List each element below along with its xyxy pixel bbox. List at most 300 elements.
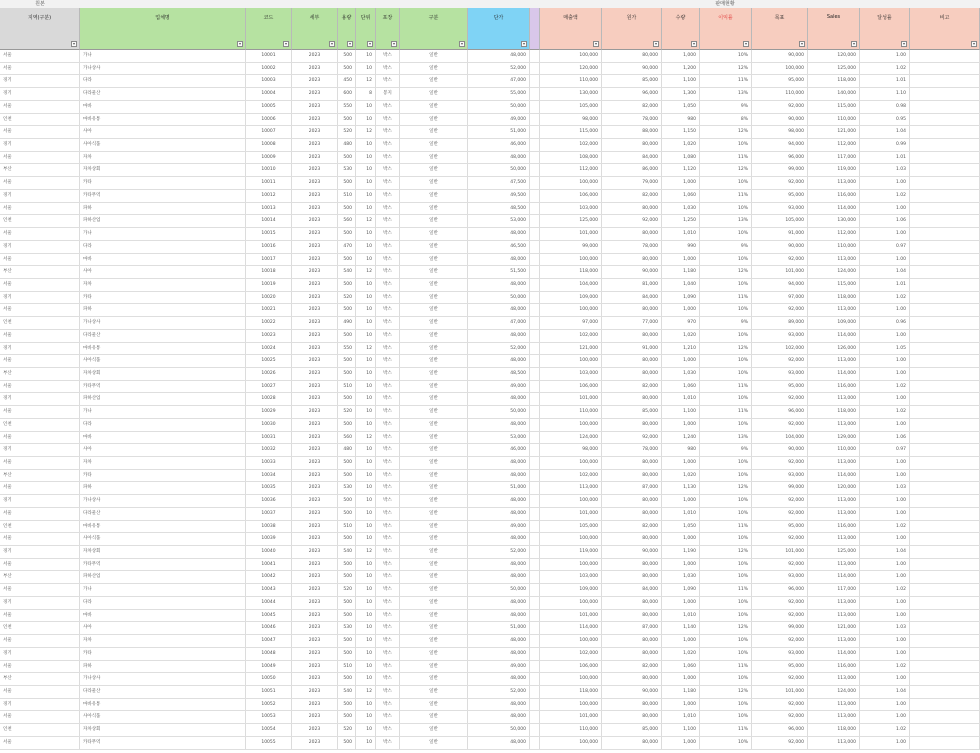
table-cell[interactable] bbox=[910, 584, 980, 596]
table-cell[interactable]: 98,000 bbox=[752, 126, 808, 138]
table-cell[interactable]: 1,200 bbox=[662, 63, 700, 75]
table-cell[interactable]: 114,000 bbox=[808, 330, 860, 342]
table-cell[interactable] bbox=[910, 444, 980, 456]
table-cell[interactable]: 박스 bbox=[376, 190, 400, 202]
table-cell[interactable]: 서울 bbox=[0, 610, 80, 622]
table-cell[interactable]: 550 bbox=[338, 101, 356, 113]
table-cell[interactable]: 10051 bbox=[246, 686, 292, 698]
table-cell[interactable]: 2023 bbox=[292, 355, 338, 367]
table-cell[interactable]: 80,000 bbox=[602, 711, 662, 723]
table-cell[interactable]: 1.01 bbox=[860, 75, 910, 87]
table-cell[interactable]: 113,000 bbox=[808, 355, 860, 367]
table-cell[interactable]: 50,000 bbox=[468, 584, 530, 596]
table-cell[interactable]: 114,000 bbox=[808, 203, 860, 215]
table-cell[interactable]: 52,000 bbox=[468, 63, 530, 75]
table-cell[interactable]: 101,000 bbox=[752, 546, 808, 558]
table-cell[interactable]: 118,000 bbox=[808, 75, 860, 87]
table-cell[interactable]: 11% bbox=[700, 584, 752, 596]
table-cell[interactable]: 100,000 bbox=[540, 597, 602, 609]
table-cell[interactable]: 10% bbox=[700, 139, 752, 151]
table-cell[interactable]: 92,000 bbox=[752, 304, 808, 316]
table-cell[interactable]: 0.97 bbox=[860, 444, 910, 456]
table-cell[interactable]: 1.03 bbox=[860, 164, 910, 176]
table-cell[interactable]: 일반 bbox=[400, 177, 468, 189]
table-cell[interactable] bbox=[530, 254, 540, 266]
table-cell[interactable]: 520 bbox=[338, 724, 356, 736]
table-cell[interactable]: 경기 bbox=[0, 139, 80, 151]
table-cell[interactable]: 500 bbox=[338, 50, 356, 62]
table-cell[interactable]: 117,000 bbox=[808, 584, 860, 596]
table-cell[interactable] bbox=[910, 406, 980, 418]
table-cell[interactable]: 50,000 bbox=[468, 292, 530, 304]
table-cell[interactable]: 510 bbox=[338, 381, 356, 393]
table-cell[interactable]: 1,060 bbox=[662, 661, 700, 673]
table-cell[interactable]: 10017 bbox=[246, 254, 292, 266]
table-cell[interactable]: 1,100 bbox=[662, 724, 700, 736]
table-cell[interactable]: 48,000 bbox=[468, 610, 530, 622]
table-cell[interactable]: 박스 bbox=[376, 164, 400, 176]
table-cell[interactable]: 51,500 bbox=[468, 266, 530, 278]
table-cell[interactable]: 500 bbox=[338, 673, 356, 685]
table-cell[interactable] bbox=[910, 203, 980, 215]
table-cell[interactable]: 10% bbox=[700, 737, 752, 749]
table-cell[interactable] bbox=[530, 50, 540, 62]
table-cell[interactable]: 마바유통 bbox=[80, 699, 246, 711]
table-cell[interactable]: 124,000 bbox=[540, 432, 602, 444]
column-header[interactable] bbox=[0, 8, 80, 50]
table-cell[interactable]: 560 bbox=[338, 215, 356, 227]
table-cell[interactable]: 48,500 bbox=[468, 203, 530, 215]
table-cell[interactable]: 10 bbox=[356, 50, 376, 62]
table-cell[interactable]: 박스 bbox=[376, 177, 400, 189]
table-cell[interactable]: 48,000 bbox=[468, 457, 530, 469]
table-cell[interactable]: 2023 bbox=[292, 508, 338, 520]
table-cell[interactable]: 10 bbox=[356, 101, 376, 113]
table-cell[interactable]: 85,000 bbox=[602, 724, 662, 736]
table-cell[interactable]: 2023 bbox=[292, 63, 338, 75]
table-cell[interactable]: 52,000 bbox=[468, 546, 530, 558]
table-cell[interactable]: 48,000 bbox=[468, 330, 530, 342]
table-cell[interactable]: 2023 bbox=[292, 533, 338, 545]
table-cell[interactable]: 10008 bbox=[246, 139, 292, 151]
table-cell[interactable]: 박스 bbox=[376, 152, 400, 164]
table-cell[interactable]: 9% bbox=[700, 317, 752, 329]
filter-dropdown-icon[interactable] bbox=[593, 41, 599, 47]
table-cell[interactable]: 1,040 bbox=[662, 279, 700, 291]
table-cell[interactable]: 서울 bbox=[0, 737, 80, 749]
table-cell[interactable]: 2023 bbox=[292, 177, 338, 189]
table-cell[interactable]: 92,000 bbox=[752, 635, 808, 647]
table-cell[interactable]: 일반 bbox=[400, 381, 468, 393]
table-cell[interactable] bbox=[910, 139, 980, 151]
table-cell[interactable]: 2023 bbox=[292, 152, 338, 164]
table-cell[interactable]: 500 bbox=[338, 330, 356, 342]
table-cell[interactable]: 다라 bbox=[80, 241, 246, 253]
table-cell[interactable]: 80,000 bbox=[602, 699, 662, 711]
table-cell[interactable]: 2023 bbox=[292, 470, 338, 482]
table-cell[interactable] bbox=[530, 177, 540, 189]
table-cell[interactable]: 1,010 bbox=[662, 711, 700, 723]
table-cell[interactable]: 93,000 bbox=[752, 203, 808, 215]
table-cell[interactable]: 봉지 bbox=[376, 88, 400, 100]
table-cell[interactable]: 10% bbox=[700, 457, 752, 469]
table-cell[interactable]: 92,000 bbox=[752, 673, 808, 685]
table-cell[interactable] bbox=[530, 164, 540, 176]
table-cell[interactable]: 인천 bbox=[0, 622, 80, 634]
table-cell[interactable]: 450 bbox=[338, 75, 356, 87]
table-cell[interactable]: 경기 bbox=[0, 75, 80, 87]
table-cell[interactable]: 일반 bbox=[400, 419, 468, 431]
table-cell[interactable]: 경기 bbox=[0, 393, 80, 405]
table-cell[interactable]: 박스 bbox=[376, 419, 400, 431]
table-cell[interactable]: 13% bbox=[700, 88, 752, 100]
table-cell[interactable]: 114,000 bbox=[808, 368, 860, 380]
filter-dropdown-icon[interactable] bbox=[799, 41, 805, 47]
table-cell[interactable]: 1,000 bbox=[662, 355, 700, 367]
table-cell[interactable]: 95,000 bbox=[752, 190, 808, 202]
table-cell[interactable] bbox=[910, 177, 980, 189]
table-cell[interactable]: 90,000 bbox=[602, 546, 662, 558]
table-cell[interactable]: 106,000 bbox=[540, 381, 602, 393]
table-cell[interactable] bbox=[530, 368, 540, 380]
table-cell[interactable]: 500 bbox=[338, 571, 356, 583]
table-cell[interactable] bbox=[910, 610, 980, 622]
table-cell[interactable]: 1,020 bbox=[662, 470, 700, 482]
table-cell[interactable]: 파하 bbox=[80, 482, 246, 494]
table-cell[interactable]: 박스 bbox=[376, 724, 400, 736]
table-cell[interactable]: 103,000 bbox=[540, 368, 602, 380]
table-cell[interactable]: 12% bbox=[700, 546, 752, 558]
table-cell[interactable]: 2023 bbox=[292, 164, 338, 176]
table-cell[interactable]: 51,000 bbox=[468, 126, 530, 138]
table-cell[interactable]: 일반 bbox=[400, 444, 468, 456]
table-cell[interactable]: 48,000 bbox=[468, 673, 530, 685]
table-cell[interactable]: 94,000 bbox=[752, 279, 808, 291]
table-cell[interactable]: 470 bbox=[338, 241, 356, 253]
table-cell[interactable]: 부산 bbox=[0, 368, 80, 380]
table-cell[interactable]: 12 bbox=[356, 215, 376, 227]
table-cell[interactable]: 2023 bbox=[292, 254, 338, 266]
filter-dropdown-icon[interactable] bbox=[391, 41, 397, 47]
table-cell[interactable]: 100,000 bbox=[540, 304, 602, 316]
table-cell[interactable]: 10 bbox=[356, 673, 376, 685]
table-cell[interactable]: 48,000 bbox=[468, 699, 530, 711]
table-cell[interactable]: 80,000 bbox=[602, 648, 662, 660]
table-cell[interactable]: 서울 bbox=[0, 355, 80, 367]
table-cell[interactable]: 박스 bbox=[376, 330, 400, 342]
table-cell[interactable]: 자차상회 bbox=[80, 368, 246, 380]
table-cell[interactable]: 1,000 bbox=[662, 254, 700, 266]
table-cell[interactable]: 박스 bbox=[376, 139, 400, 151]
table-cell[interactable]: 500 bbox=[338, 419, 356, 431]
table-cell[interactable]: 113,000 bbox=[808, 559, 860, 571]
table-cell[interactable]: 101,000 bbox=[752, 266, 808, 278]
table-cell[interactable]: 사아식품 bbox=[80, 711, 246, 723]
table-cell[interactable]: 500 bbox=[338, 559, 356, 571]
table-cell[interactable]: 48,000 bbox=[468, 737, 530, 749]
column-header[interactable] bbox=[910, 8, 980, 50]
table-cell[interactable]: 1.00 bbox=[860, 533, 910, 545]
table-cell[interactable]: 110,000 bbox=[752, 88, 808, 100]
table-cell[interactable]: 118,000 bbox=[808, 724, 860, 736]
table-cell[interactable]: 92,000 bbox=[752, 457, 808, 469]
table-cell[interactable]: 10041 bbox=[246, 559, 292, 571]
table-cell[interactable]: 카타 bbox=[80, 177, 246, 189]
table-cell[interactable]: 일반 bbox=[400, 737, 468, 749]
table-cell[interactable]: 10% bbox=[700, 673, 752, 685]
table-cell[interactable]: 2023 bbox=[292, 597, 338, 609]
table-cell[interactable] bbox=[910, 457, 980, 469]
table-cell[interactable] bbox=[530, 648, 540, 660]
table-cell[interactable]: 10027 bbox=[246, 381, 292, 393]
table-cell[interactable]: 500 bbox=[338, 711, 356, 723]
table-cell[interactable]: 박스 bbox=[376, 533, 400, 545]
table-cell[interactable]: 10021 bbox=[246, 304, 292, 316]
table-cell[interactable] bbox=[530, 470, 540, 482]
table-cell[interactable]: 100,000 bbox=[540, 177, 602, 189]
table-cell[interactable]: 13% bbox=[700, 432, 752, 444]
table-cell[interactable]: 0.96 bbox=[860, 317, 910, 329]
table-cell[interactable]: 48,000 bbox=[468, 393, 530, 405]
table-cell[interactable]: 10010 bbox=[246, 164, 292, 176]
table-cell[interactable]: 10012 bbox=[246, 190, 292, 202]
table-cell[interactable]: 1.02 bbox=[860, 661, 910, 673]
table-cell[interactable]: 92,000 bbox=[752, 533, 808, 545]
table-cell[interactable]: 92,000 bbox=[752, 559, 808, 571]
table-cell[interactable]: 인천 bbox=[0, 724, 80, 736]
table-cell[interactable]: 13% bbox=[700, 215, 752, 227]
table-cell[interactable]: 10% bbox=[700, 304, 752, 316]
table-cell[interactable]: 일반 bbox=[400, 63, 468, 75]
table-cell[interactable]: 540 bbox=[338, 266, 356, 278]
table-cell[interactable]: 서울 bbox=[0, 228, 80, 240]
table-cell[interactable]: 82,000 bbox=[602, 190, 662, 202]
table-cell[interactable]: 94,000 bbox=[752, 139, 808, 151]
filter-dropdown-icon[interactable] bbox=[901, 41, 907, 47]
table-cell[interactable]: 10% bbox=[700, 228, 752, 240]
table-cell[interactable] bbox=[910, 470, 980, 482]
table-cell[interactable]: 다라물산 bbox=[80, 88, 246, 100]
table-cell[interactable]: 100,000 bbox=[540, 635, 602, 647]
table-cell[interactable]: 0.95 bbox=[860, 114, 910, 126]
table-cell[interactable]: 2023 bbox=[292, 673, 338, 685]
table-cell[interactable]: 85,000 bbox=[602, 75, 662, 87]
table-cell[interactable]: 11% bbox=[700, 521, 752, 533]
table-cell[interactable]: 10 bbox=[356, 254, 376, 266]
table-cell[interactable]: 자차상회 bbox=[80, 164, 246, 176]
table-cell[interactable]: 50,000 bbox=[468, 406, 530, 418]
table-cell[interactable]: 10 bbox=[356, 304, 376, 316]
table-cell[interactable]: 경기 bbox=[0, 292, 80, 304]
table-cell[interactable]: 일반 bbox=[400, 457, 468, 469]
table-cell[interactable]: 100,000 bbox=[540, 533, 602, 545]
table-cell[interactable]: 82,000 bbox=[602, 661, 662, 673]
table-cell[interactable]: 80,000 bbox=[602, 635, 662, 647]
table-cell[interactable]: 서울 bbox=[0, 457, 80, 469]
table-cell[interactable]: 1,000 bbox=[662, 597, 700, 609]
table-cell[interactable]: 2023 bbox=[292, 114, 338, 126]
table-cell[interactable]: 90,000 bbox=[752, 50, 808, 62]
table-cell[interactable]: 1,000 bbox=[662, 673, 700, 685]
table-cell[interactable] bbox=[530, 330, 540, 342]
table-cell[interactable]: 10 bbox=[356, 597, 376, 609]
table-cell[interactable]: 10% bbox=[700, 419, 752, 431]
table-cell[interactable]: 110,000 bbox=[540, 75, 602, 87]
table-cell[interactable]: 95,000 bbox=[752, 521, 808, 533]
table-cell[interactable]: 1.00 bbox=[860, 330, 910, 342]
table-cell[interactable]: 113,000 bbox=[808, 508, 860, 520]
table-cell[interactable]: 자차상회 bbox=[80, 724, 246, 736]
table-cell[interactable]: 118,000 bbox=[540, 266, 602, 278]
table-cell[interactable]: 88,000 bbox=[602, 126, 662, 138]
table-cell[interactable]: 서울 bbox=[0, 406, 80, 418]
table-cell[interactable]: 일반 bbox=[400, 101, 468, 113]
table-cell[interactable]: 80,000 bbox=[602, 139, 662, 151]
table-cell[interactable]: 1,000 bbox=[662, 419, 700, 431]
table-cell[interactable]: 80,000 bbox=[602, 330, 662, 342]
table-cell[interactable]: 92,000 bbox=[752, 355, 808, 367]
table-cell[interactable]: 115,000 bbox=[808, 101, 860, 113]
table-cell[interactable]: 일반 bbox=[400, 139, 468, 151]
table-cell[interactable]: 98,000 bbox=[540, 444, 602, 456]
table-cell[interactable]: 2023 bbox=[292, 610, 338, 622]
table-cell[interactable] bbox=[530, 406, 540, 418]
table-cell[interactable]: 경기 bbox=[0, 88, 80, 100]
table-cell[interactable]: 500 bbox=[338, 495, 356, 507]
table-cell[interactable]: 120,000 bbox=[808, 50, 860, 62]
table-cell[interactable]: 서울 bbox=[0, 508, 80, 520]
table-cell[interactable] bbox=[530, 533, 540, 545]
table-cell[interactable]: 경기 bbox=[0, 343, 80, 355]
table-cell[interactable]: 550 bbox=[338, 343, 356, 355]
table-cell[interactable]: 118,000 bbox=[808, 406, 860, 418]
table-cell[interactable]: 일반 bbox=[400, 635, 468, 647]
table-cell[interactable]: 100,000 bbox=[540, 457, 602, 469]
table-cell[interactable]: 8 bbox=[356, 88, 376, 100]
table-cell[interactable]: 10009 bbox=[246, 152, 292, 164]
table-cell[interactable]: 1,060 bbox=[662, 190, 700, 202]
table-cell[interactable]: 10% bbox=[700, 330, 752, 342]
table-cell[interactable]: 일반 bbox=[400, 584, 468, 596]
table-cell[interactable] bbox=[530, 241, 540, 253]
column-header[interactable] bbox=[752, 8, 808, 50]
table-cell[interactable]: 일반 bbox=[400, 266, 468, 278]
table-cell[interactable]: 90,000 bbox=[602, 686, 662, 698]
table-cell[interactable]: 경기 bbox=[0, 495, 80, 507]
table-cell[interactable] bbox=[530, 75, 540, 87]
table-cell[interactable]: 10020 bbox=[246, 292, 292, 304]
table-cell[interactable]: 박스 bbox=[376, 610, 400, 622]
table-cell[interactable]: 박스 bbox=[376, 393, 400, 405]
table-cell[interactable]: 530 bbox=[338, 482, 356, 494]
table-cell[interactable]: 일반 bbox=[400, 686, 468, 698]
table-cell[interactable]: 110,000 bbox=[540, 406, 602, 418]
table-cell[interactable]: 48,000 bbox=[468, 508, 530, 520]
table-cell[interactable]: 12 bbox=[356, 343, 376, 355]
table-cell[interactable]: 101,000 bbox=[540, 508, 602, 520]
table-cell[interactable]: 510 bbox=[338, 661, 356, 673]
table-cell[interactable]: 일반 bbox=[400, 330, 468, 342]
table-cell[interactable]: 사아 bbox=[80, 444, 246, 456]
table-cell[interactable]: 1.00 bbox=[860, 711, 910, 723]
table-cell[interactable] bbox=[530, 521, 540, 533]
table-cell[interactable]: 일반 bbox=[400, 355, 468, 367]
table-cell[interactable]: 530 bbox=[338, 622, 356, 634]
table-cell[interactable] bbox=[530, 152, 540, 164]
table-cell[interactable]: 93,000 bbox=[752, 330, 808, 342]
table-cell[interactable]: 10 bbox=[356, 177, 376, 189]
table-cell[interactable]: 9% bbox=[700, 241, 752, 253]
table-cell[interactable]: 1.02 bbox=[860, 521, 910, 533]
table-cell[interactable]: 사아식품 bbox=[80, 139, 246, 151]
table-cell[interactable]: 110,000 bbox=[540, 724, 602, 736]
table-cell[interactable]: 경기 bbox=[0, 190, 80, 202]
table-cell[interactable]: 2023 bbox=[292, 482, 338, 494]
table-cell[interactable]: 2023 bbox=[292, 50, 338, 62]
table-cell[interactable]: 80,000 bbox=[602, 254, 662, 266]
table-cell[interactable] bbox=[530, 711, 540, 723]
table-cell[interactable]: 80,000 bbox=[602, 355, 662, 367]
table-cell[interactable]: 49,000 bbox=[468, 661, 530, 673]
table-cell[interactable]: 다라물산 bbox=[80, 508, 246, 520]
column-header[interactable] bbox=[468, 8, 530, 50]
table-cell[interactable]: 1.01 bbox=[860, 152, 910, 164]
table-cell[interactable]: 0.97 bbox=[860, 241, 910, 253]
table-cell[interactable] bbox=[910, 482, 980, 494]
table-cell[interactable] bbox=[530, 343, 540, 355]
table-cell[interactable]: 96,000 bbox=[752, 152, 808, 164]
table-cell[interactable]: 109,000 bbox=[540, 292, 602, 304]
table-cell[interactable]: 서울 bbox=[0, 482, 80, 494]
table-cell[interactable]: 1.00 bbox=[860, 571, 910, 583]
table-cell[interactable]: 1.00 bbox=[860, 495, 910, 507]
table-cell[interactable]: 112,000 bbox=[808, 139, 860, 151]
table-cell[interactable]: 1,210 bbox=[662, 343, 700, 355]
table-cell[interactable] bbox=[530, 724, 540, 736]
table-cell[interactable] bbox=[910, 266, 980, 278]
table-cell[interactable]: 일반 bbox=[400, 254, 468, 266]
table-cell[interactable]: 11% bbox=[700, 724, 752, 736]
table-cell[interactable]: 1.00 bbox=[860, 508, 910, 520]
table-cell[interactable]: 박스 bbox=[376, 495, 400, 507]
table-cell[interactable] bbox=[530, 444, 540, 456]
table-cell[interactable]: 110,000 bbox=[808, 444, 860, 456]
table-cell[interactable]: 80,000 bbox=[602, 533, 662, 545]
table-cell[interactable]: 일반 bbox=[400, 495, 468, 507]
table-cell[interactable]: 124,000 bbox=[808, 266, 860, 278]
table-cell[interactable]: 480 bbox=[338, 139, 356, 151]
table-cell[interactable]: 113,000 bbox=[808, 699, 860, 711]
table-cell[interactable]: 100,000 bbox=[540, 559, 602, 571]
table-cell[interactable]: 120,000 bbox=[540, 63, 602, 75]
table-cell[interactable]: 서울 bbox=[0, 686, 80, 698]
table-cell[interactable]: 48,000 bbox=[468, 304, 530, 316]
table-cell[interactable]: 1.00 bbox=[860, 50, 910, 62]
table-cell[interactable]: 일반 bbox=[400, 317, 468, 329]
table-cell[interactable]: 126,000 bbox=[808, 343, 860, 355]
table-cell[interactable]: 49,000 bbox=[468, 381, 530, 393]
table-cell[interactable]: 92,000 bbox=[752, 737, 808, 749]
table-cell[interactable]: 1,000 bbox=[662, 533, 700, 545]
table-cell[interactable]: 109,000 bbox=[808, 317, 860, 329]
table-cell[interactable]: 12% bbox=[700, 63, 752, 75]
table-cell[interactable] bbox=[910, 673, 980, 685]
table-cell[interactable] bbox=[910, 495, 980, 507]
table-cell[interactable]: 10 bbox=[356, 661, 376, 673]
table-cell[interactable] bbox=[910, 419, 980, 431]
table-cell[interactable]: 박스 bbox=[376, 317, 400, 329]
table-cell[interactable]: 10 bbox=[356, 63, 376, 75]
